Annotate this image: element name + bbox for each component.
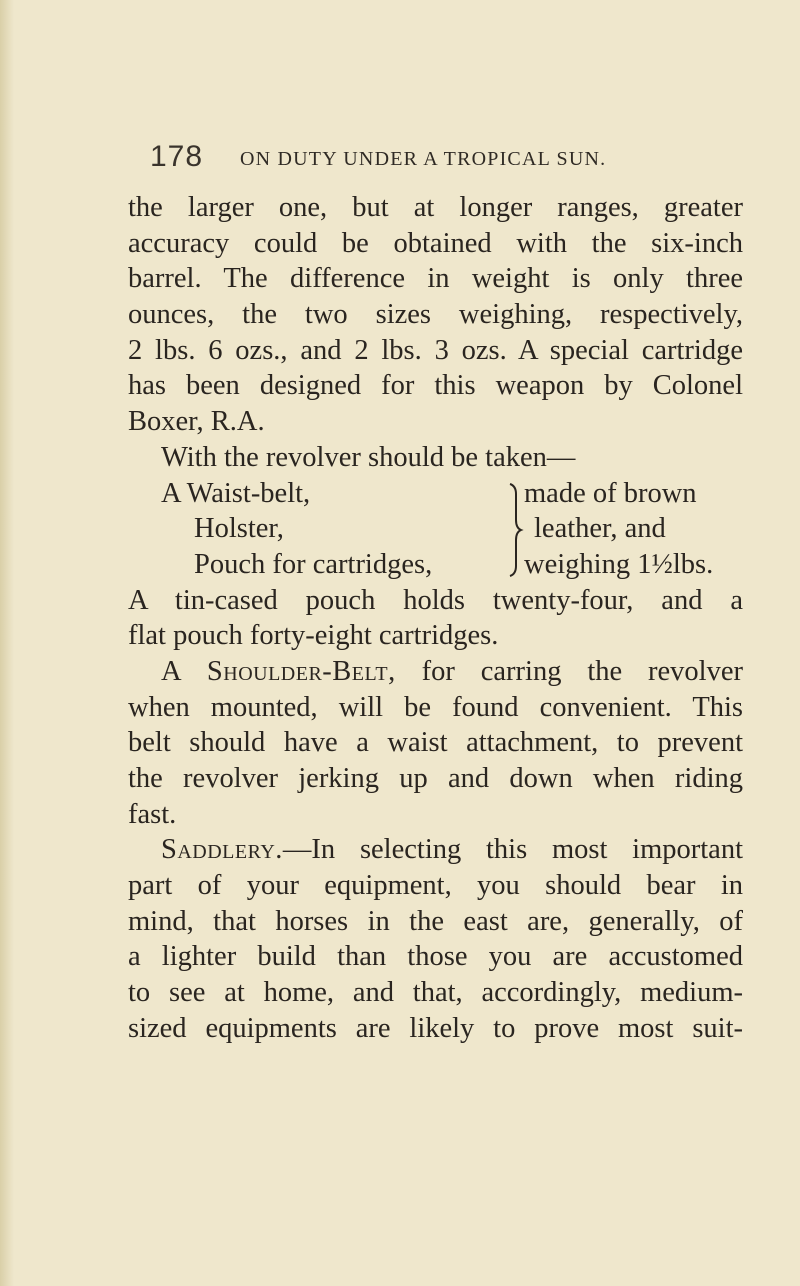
text-line: has been designed for this weapon by Colonel xyxy=(128,370,743,402)
text-line: a lighter build than those you are accustomed xyxy=(128,941,743,973)
text-line: A tin-cased pouch holds twenty-four, and a xyxy=(128,584,743,616)
text-line: accuracy could be obtained with the six-inch xyxy=(128,227,743,259)
page-number: 178 xyxy=(150,140,204,173)
section-heading: Saddlery. xyxy=(161,834,283,866)
text-line: sized equipments are likely to prove most suit- xyxy=(128,1012,743,1044)
equipment-list xyxy=(128,476,743,583)
text-line: 2 lbs. 6 ozs., and 2 lbs. 3 ozs. A special cartridge xyxy=(128,334,743,366)
text-span: —In selecting this most important xyxy=(282,834,743,866)
note-line: weighing 1½lbs. xyxy=(524,548,714,580)
shoulder-belt-line xyxy=(128,654,743,690)
text-line: when mounted, will be found convenient. This xyxy=(128,691,743,723)
text-line: mind, that horses in the east are, generally, of xyxy=(128,905,743,937)
text-line: to see at home, and that, accordingly, medium- xyxy=(128,977,743,1009)
note-line: leather, and xyxy=(534,513,666,545)
page-header xyxy=(150,140,750,180)
page-edge xyxy=(0,0,14,1286)
text-line: fast. xyxy=(128,798,177,830)
text-line: part of your equipment, you should bear in xyxy=(128,870,743,901)
list-item: A Waist-belt, xyxy=(161,477,311,509)
text-line: ounces, the two sizes weighing, respectively, xyxy=(128,299,743,331)
text-line: belt should have a waist attachment, to prevent xyxy=(128,727,743,759)
list-item: Pouch for cartridges, xyxy=(194,548,433,580)
text-line: flat pouch forty-eight cartridges. xyxy=(128,620,499,652)
text-line: With the revolver should be taken— xyxy=(161,441,576,473)
equipment-note xyxy=(524,476,754,583)
note-line: made of brown xyxy=(524,477,697,509)
text-line: the revolver jerking up and down when riding xyxy=(128,762,743,794)
text-line: barrel. The difference in weight is only three xyxy=(128,263,743,295)
body-text xyxy=(128,190,743,1046)
text-span: for carring the revolver xyxy=(421,655,743,687)
text-line: the larger one, but at longer ranges, greater xyxy=(128,192,743,223)
list-item: Holster, xyxy=(194,513,284,545)
text-line: Boxer, R.A. xyxy=(128,406,265,438)
brace-icon xyxy=(506,480,524,580)
saddlery-line xyxy=(128,832,743,868)
equipment-items xyxy=(161,476,501,583)
running-head: ON DUTY UNDER A TROPICAL SUN. xyxy=(240,148,607,170)
section-heading: A Shoulder-Belt, xyxy=(161,655,396,687)
